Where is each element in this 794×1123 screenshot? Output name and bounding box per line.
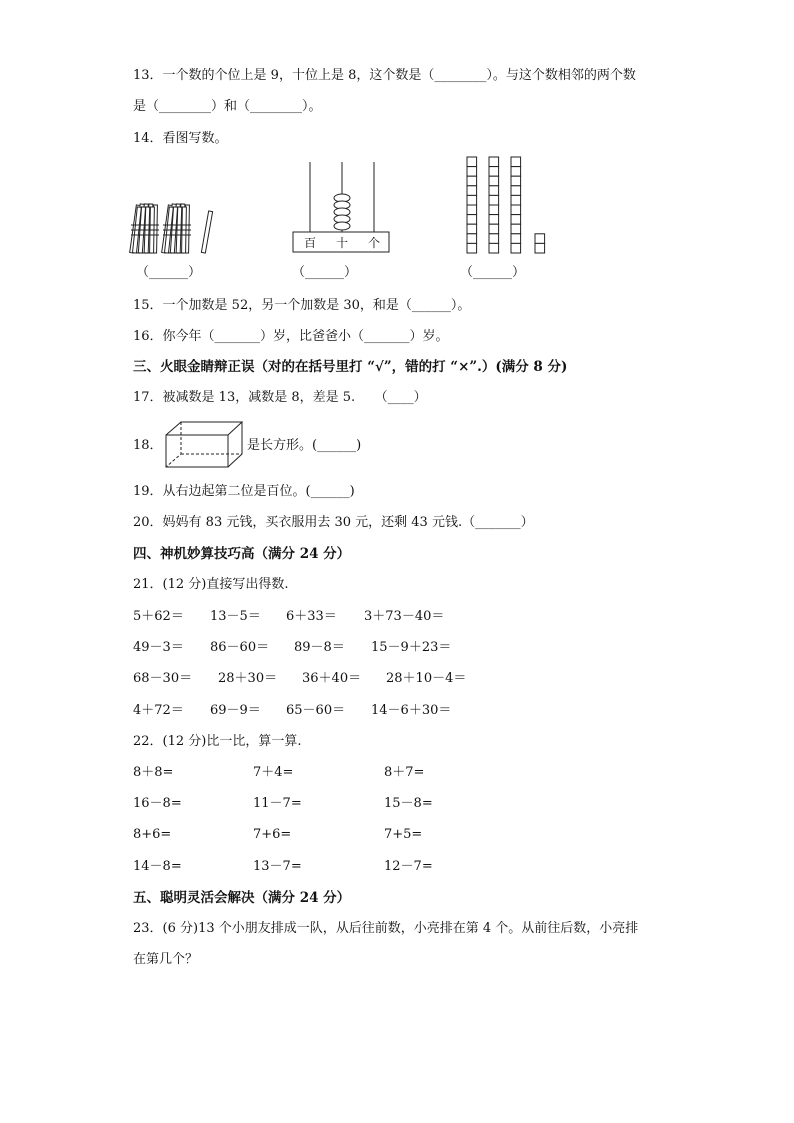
q22-cell: 15－8=	[384, 796, 433, 811]
q21-cell: 13－5＝	[210, 609, 261, 624]
q21-cell: 28＋10－4＝	[386, 671, 467, 686]
q21-cell: 68－30＝	[133, 671, 193, 686]
section-3-heading: 三、火眼金睛辩正误（对的在括号里打 “√”，错的打 “×”.）(满分 8 分)	[133, 359, 568, 375]
cuboid-icon	[165, 421, 245, 469]
q13-line2: 是（________）和（________）。	[133, 99, 322, 114]
stick-bundles-picture	[128, 203, 228, 255]
q22-cell: 8＋7=	[384, 765, 425, 780]
ten-column-square	[467, 234, 477, 244]
abacus-label-hundreds: 百	[303, 236, 317, 250]
q22-cell: 8+6=	[133, 827, 172, 842]
stick-bundle-1	[130, 204, 159, 253]
q21-cell: 69－9＝	[210, 703, 261, 718]
q21-cell: 6＋33＝	[286, 609, 337, 624]
q23-line1: 23．(6 分)13 个小朋友排成一队，从后往前数，小亮排在第 4 个。从前往后数，小亮排	[133, 921, 639, 936]
q16-text: 16．你今年（_______）岁，比爸爸小（_______）岁。	[133, 329, 449, 344]
ten-column-square	[467, 157, 477, 167]
ten-column-square	[511, 234, 521, 244]
q22-cell: 11－7=	[253, 796, 302, 811]
ten-column-square	[467, 205, 477, 215]
q21-cell: 3＋73－40＝	[364, 609, 445, 624]
ten-column-square	[467, 243, 477, 253]
ten-column-square	[511, 243, 521, 253]
ten-column-square	[489, 186, 499, 196]
one-square	[535, 243, 545, 253]
ten-column-square	[511, 176, 521, 186]
q22-cell: 8＋8=	[133, 765, 174, 780]
ten-column-square	[489, 205, 499, 215]
abacus-picture	[292, 160, 390, 256]
q14-blank-3: （______）	[460, 265, 526, 280]
q21-cell: 89－8＝	[294, 640, 345, 655]
q22-cell: 16－8=	[133, 796, 182, 811]
ten-column-square	[467, 195, 477, 205]
ten-column-square	[467, 186, 477, 196]
q21-title: 21．(12 分)直接写出得数.	[133, 577, 289, 592]
abacus-label-tens: 十	[335, 236, 349, 250]
q21-cell: 86－60＝	[210, 640, 270, 655]
q21-cell: 15－9＋23＝	[371, 640, 452, 655]
single-stick	[201, 211, 212, 253]
q21-cell: 49－3＝	[133, 640, 184, 655]
q14-blank-1: （______）	[136, 265, 202, 280]
ten-column-square	[467, 224, 477, 234]
q21-cell: 36＋40＝	[302, 671, 362, 686]
ten-column-square	[489, 176, 499, 186]
q17-text: 17．被减数是 13，减数是 8，差是 5. （____）	[133, 390, 427, 405]
ten-column-square	[467, 215, 477, 225]
ten-column-square	[489, 195, 499, 205]
section-5-heading: 五、聪明灵活会解决（满分 24 分）	[133, 890, 351, 906]
ten-column-square	[511, 167, 521, 177]
ten-column-square	[489, 167, 499, 177]
section-4-heading: 四、神机妙算技巧高（满分 24 分）	[133, 546, 351, 562]
ten-column-square	[511, 215, 521, 225]
q21-cell: 14－6＋30＝	[371, 703, 452, 718]
q15-text: 15．一个加数是 52，另一个加数是 30，和是（______）。	[133, 298, 471, 313]
ten-column-square	[489, 215, 499, 225]
ten-column-square	[489, 157, 499, 167]
ten-column-square	[511, 186, 521, 196]
q22-title: 22．(12 分)比一比，算一算.	[133, 734, 302, 749]
q20-text: 20．妈妈有 83 元钱，买衣服用去 30 元，还剩 43 元钱.（_______）	[133, 515, 534, 530]
q21-cell: 4＋72＝	[133, 703, 184, 718]
ten-column-square	[467, 167, 477, 177]
q22-cell: 7+6=	[253, 827, 292, 842]
ten-column-square	[511, 224, 521, 234]
ten-column-square	[489, 234, 499, 244]
q22-cell: 13－7=	[253, 859, 302, 874]
q18-number: 18．	[133, 438, 163, 453]
q18-text: 是长方形。(______)	[247, 438, 362, 453]
ten-column-square	[511, 195, 521, 205]
abacus-label-ones: 个	[367, 236, 381, 250]
q19-text: 19．从右边起第二位是百位。(______)	[133, 484, 355, 499]
q14-blank-2: （______）	[292, 265, 358, 280]
q13-line1: 13．一个数的个位上是 9，十位上是 8，这个数是（________）。与这个数相邻的两个数	[133, 68, 636, 83]
q22-cell: 7＋4=	[253, 765, 294, 780]
q21-cell: 5＋62＝	[133, 609, 184, 624]
q22-cell: 14－8=	[133, 859, 182, 874]
stick-bundle-2	[162, 204, 191, 253]
q23-line2: 在第几个？	[133, 952, 199, 967]
q21-cell: 65－60＝	[286, 703, 346, 718]
ten-column-square	[511, 205, 521, 215]
ten-column-square	[511, 157, 521, 167]
one-square	[535, 234, 545, 244]
q22-cell: 7+5=	[384, 827, 423, 842]
q21-cell: 28＋30＝	[218, 671, 278, 686]
ten-column-square	[489, 224, 499, 234]
abacus-beads	[334, 194, 350, 230]
ten-column-square	[467, 176, 477, 186]
q14-title: 14．看图写数。	[133, 131, 228, 146]
tens-columns-picture	[466, 156, 550, 254]
ten-column-square	[489, 243, 499, 253]
q22-cell: 12－7=	[384, 859, 433, 874]
